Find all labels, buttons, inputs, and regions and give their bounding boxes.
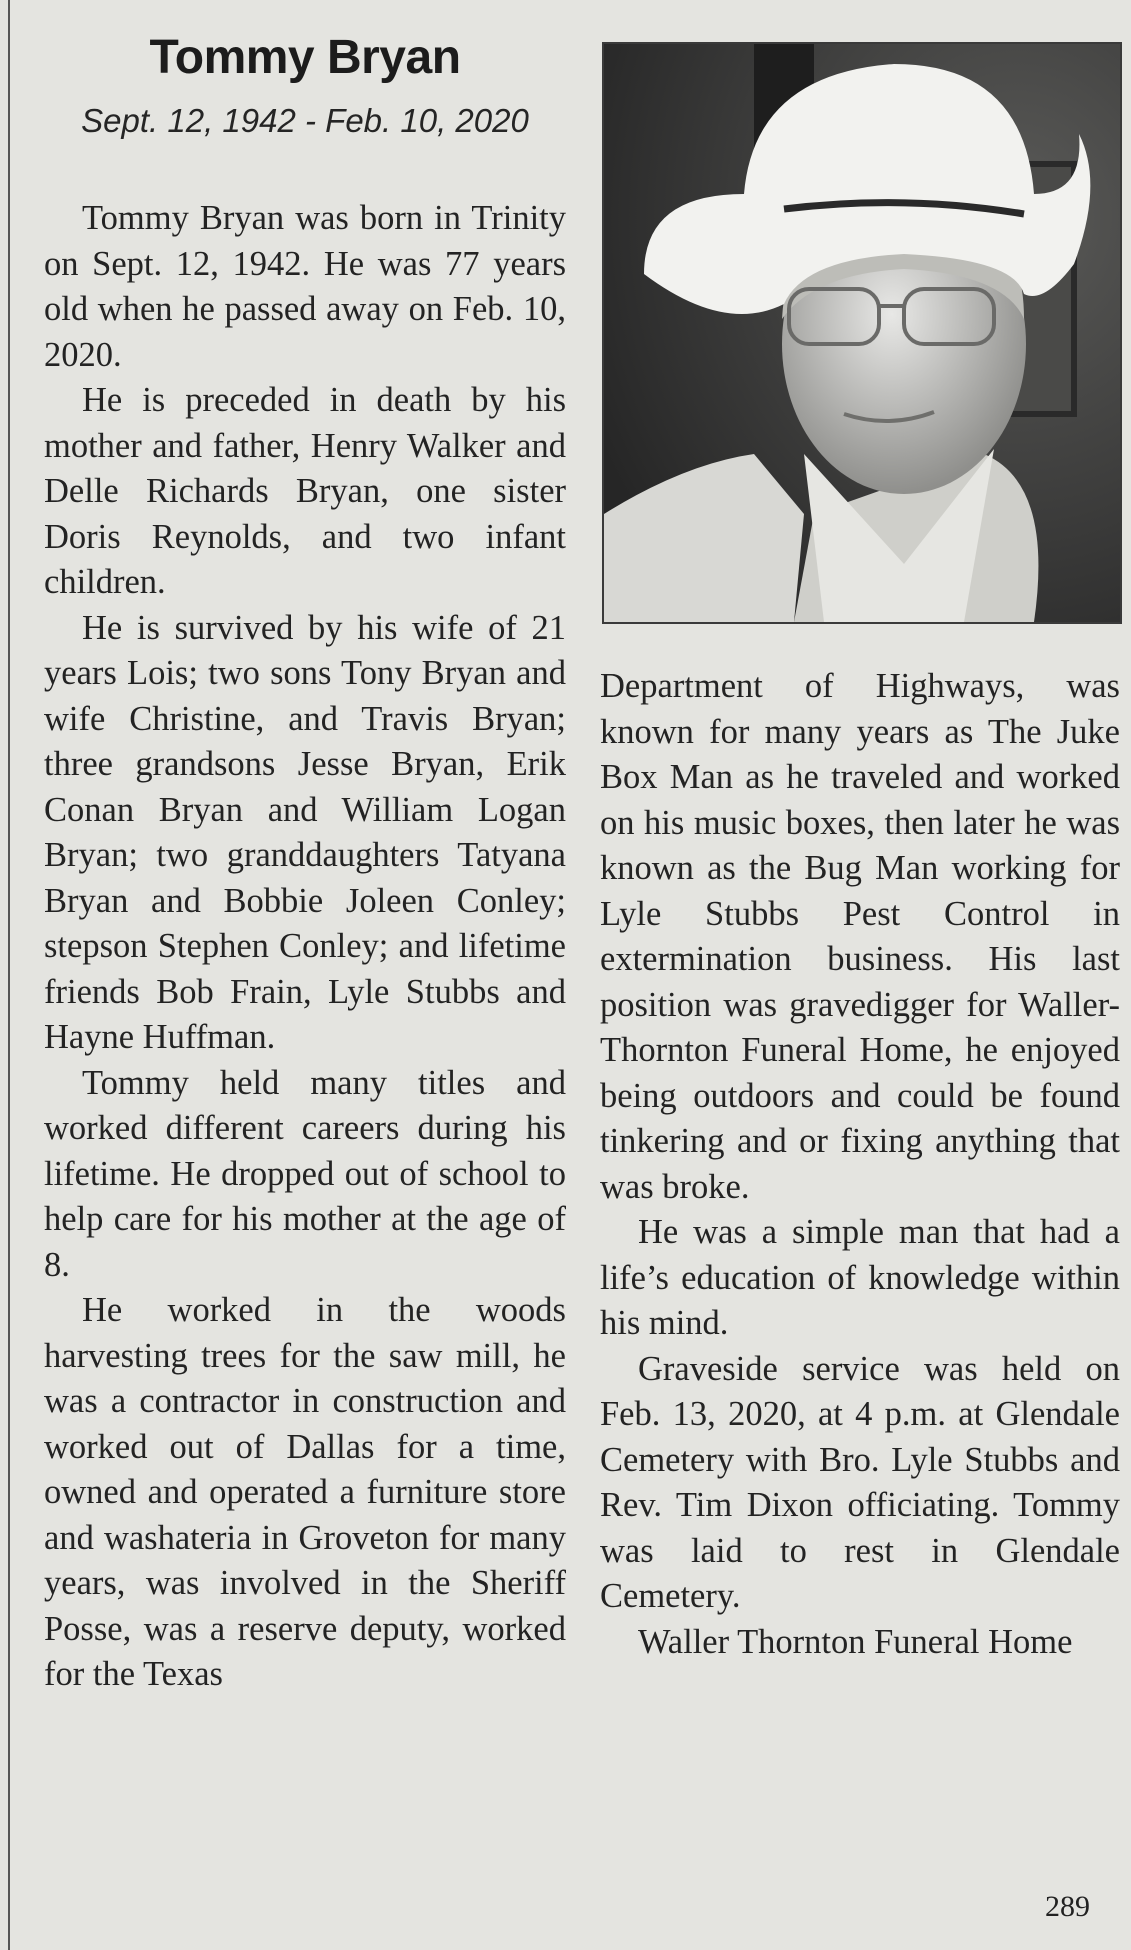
obituary-name: Tommy Bryan [149, 31, 461, 84]
paragraph-work-history: He worked in the woods harvesting trees for the saw mill, he was a contractor in construction and worked out of Dallas for a time, owned and operated a furniture store and washateria in Groveton for many years, was involved in the Sheriff Posse, was a reserve deputy, worked for the Texas [44, 1291, 566, 1693]
paragraph-graveside-service: Graveside service was held on Feb. 13, 2020, at 4 p.m. at Glendale Cemetery with Bro. Lyle Stubbs and Rev. Tim Dixon officiating. Tommy was laid to rest in Glendale Cemetery. [600, 1349, 1120, 1615]
obituary-column-2 [600, 664, 1120, 1665]
paragraph-simple-man: He was a simple man that had a life’s education of knowledge within his mind. [600, 1213, 1120, 1342]
paragraph-funeral-home: Waller Thornton Funeral Home [638, 1622, 1073, 1661]
obituary-column-1 [44, 196, 566, 1698]
portrait-photo-icon [604, 44, 1120, 622]
paragraph-careers: Tommy held many titles and worked different careers during his lifetime. He dropped out of school to help care for his mother at the age of 8. [44, 1063, 566, 1284]
portrait-photo [602, 42, 1122, 624]
paragraph-preceded: He is preceded in death by his mother and father, Henry Walker and Delle Richards Bryan, one sister Doris Reynolds, and two infant children. [44, 381, 566, 601]
paragraph-birth: Tommy Bryan was born in Trinity on Sept. 12, 1942. He was 77 years old when he passed away on Feb. 10, 2020. [44, 199, 566, 374]
page-number: 289 [1045, 1890, 1090, 1923]
paragraph-work-continued: Department of Highways, was known for many years as The Juke Box Man as he traveled and worked on his music boxes, then later he was known as the Bug Man working for Lyle Stubbs Pest Control in extermination business. His last position was gravedigger for Waller-Thornton Funeral Home, he enjoyed being outdoors and could be found tinkering and or fixing anything that was broke. [600, 667, 1120, 1206]
page-edge-rule [8, 0, 10, 1950]
obituary-dates: Sept. 12, 1942 - Feb. 10, 2020 [81, 102, 529, 139]
paragraph-survived: He is survived by his wife of 21 years Lois; two sons Tony Bryan and wife Christine, and Travis Bryan; three grandsons Jesse Bryan, Erik Conan Bryan and William Logan Bryan; two granddaughters Tatyana Bryan and Bobbie Joleen Conley; stepson Stephen Conley; and lifetime friends Bob Frain, Lyle Stubbs and Hayne Huffman. [44, 608, 566, 1056]
